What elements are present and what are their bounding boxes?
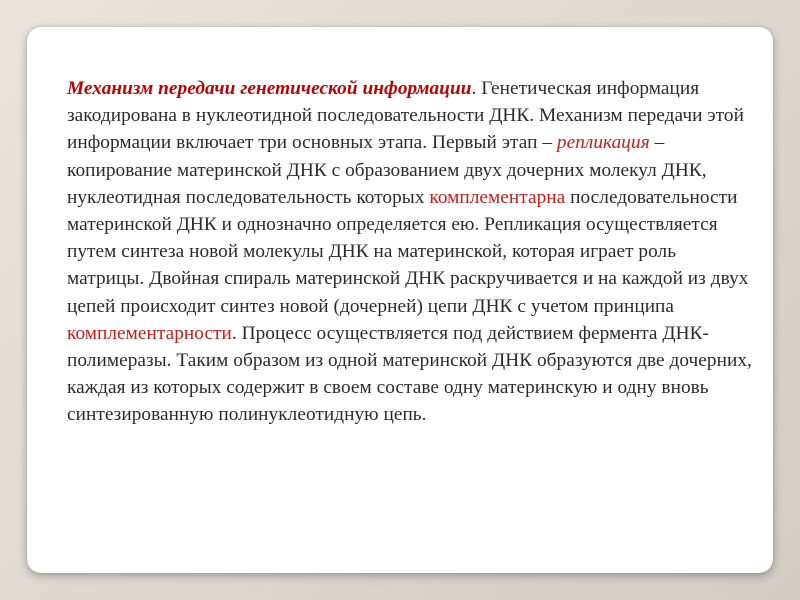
slide-heading: Механизм передачи генетической информации bbox=[67, 78, 472, 99]
slide-card bbox=[27, 27, 773, 573]
paragraph-segment-4: . Процесс осуществляется под действием фермента ДНК-полимеразы. Таким образом из одной материнской ДНК образуются две дочерних, каждая из которых содержит в своем составе одну материнскую и одну вновь синтезированную полинуклеотидную цепь. bbox=[67, 322, 752, 426]
paragraph-segment-1: Генетическая информация закодирована в нуклеотидной последовательности ДНК. Механизм передачи этой информации включает три основных этапа. Первый этап – bbox=[67, 78, 744, 154]
term-complementary: комплементарна bbox=[429, 186, 566, 208]
heading-period: . bbox=[471, 78, 477, 99]
term-replication: репликация bbox=[556, 132, 650, 154]
paragraph-segment-2: –копирование материнской ДНК с образованием двух дочерних молекул ДНК, нуклеотидная последовательность которых bbox=[67, 132, 707, 208]
slide-body-text bbox=[67, 75, 757, 429]
term-complementarity: комплементарности bbox=[67, 322, 232, 344]
paragraph-segment-3: последовательности материнской ДНК и однозначно определяется ею. Репликация осуществляется путем синтеза новой молекулы ДНК на материнской, которая играет роль матрицы. Двойная спираль материнской ДНК раскручивается и на каждой из двух цепей происходит синтез новой (дочерней) цепи ДНК с учетом принципа bbox=[67, 186, 749, 317]
